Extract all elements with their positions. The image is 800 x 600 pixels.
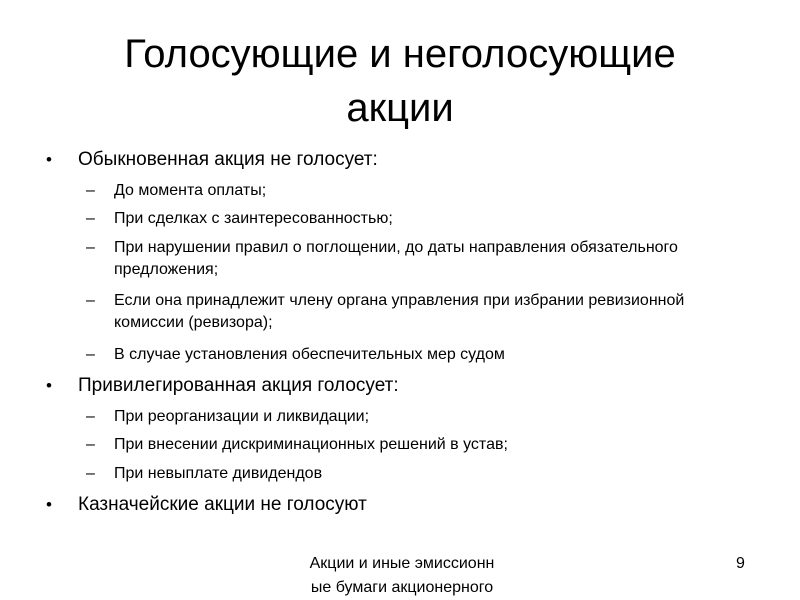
bullet-text: Обыкновенная акция не голосует: — [78, 149, 378, 170]
sub-item-text: При нарушении правил о поглощении, до даты направления обязательного предложения; — [114, 239, 678, 278]
bullet-item-preferred-shares — [46, 375, 399, 397]
dash-icon: – — [86, 408, 95, 425]
bullet-item-treasury-shares — [46, 494, 367, 516]
dash-icon: – — [86, 292, 95, 309]
sub-item — [86, 434, 734, 456]
dash-icon: – — [86, 182, 95, 199]
footer-line-2: ые бумаги акционерного — [310, 579, 494, 596]
sub-item-text: В случае установления обеспечительных мер судом — [114, 346, 505, 363]
page-number: 9 — [736, 555, 745, 572]
bullet-text: Привилегированная акция голосует: — [78, 375, 399, 396]
sub-item-text: При реорганизации и ликвидации; — [114, 408, 370, 425]
bullet-text: Казначейские акции не голосуют — [78, 494, 367, 515]
slide-title — [40, 27, 760, 135]
bullet-item-common-shares — [46, 149, 378, 171]
sub-item-text: До момента оплаты; — [114, 182, 267, 199]
sub-item — [86, 463, 734, 485]
dash-icon: – — [86, 465, 95, 482]
sub-item-text: При невыплате дивидендов — [114, 465, 323, 482]
dash-icon: – — [86, 346, 95, 363]
sub-item-text: Если она принадлежит члену органа управления при избрании ревизионной комиссии (ревизора); — [114, 292, 685, 331]
sub-item — [86, 344, 734, 366]
sub-item-text: При внесении дискриминационных решений в устав; — [114, 436, 508, 453]
bullet-icon: • — [46, 495, 52, 514]
sub-item — [86, 208, 734, 230]
dash-icon: – — [86, 210, 95, 227]
sub-item — [86, 406, 734, 428]
sub-item — [86, 237, 714, 281]
sub-item-text: При сделках с заинтересованностью; — [114, 210, 393, 227]
title-line-2: акции — [346, 86, 454, 130]
sub-item — [86, 290, 714, 334]
sub-item — [86, 180, 734, 202]
title-line-1: Голосующие и неголосующие — [124, 32, 676, 76]
footer-line-1: Акции и иные эмиссионн — [309, 555, 495, 572]
bullet-icon: • — [46, 150, 52, 169]
footer-title — [272, 552, 532, 600]
dash-icon: – — [86, 239, 95, 256]
bullet-icon: • — [46, 376, 52, 395]
dash-icon: – — [86, 436, 95, 453]
